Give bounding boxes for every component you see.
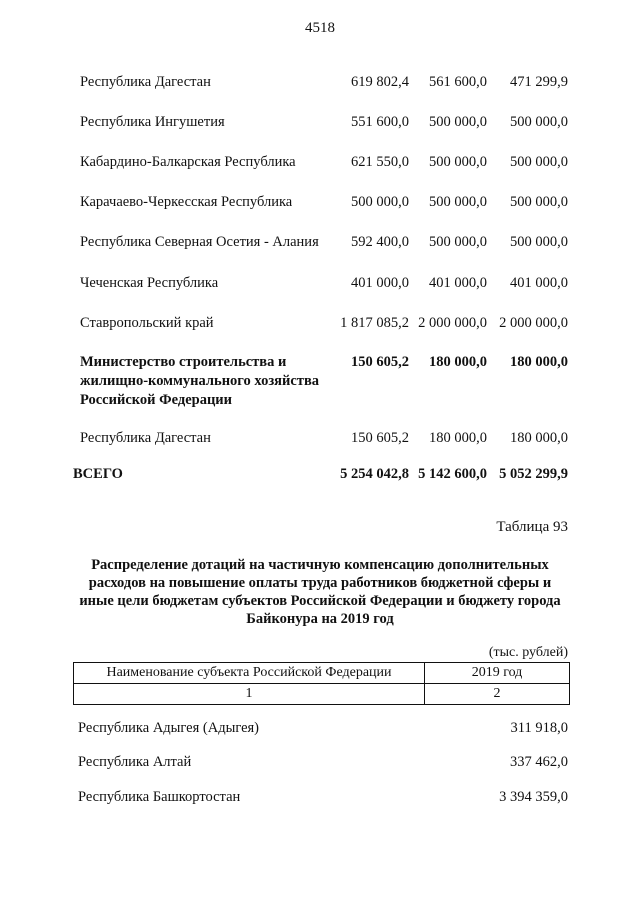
table-heading: Распределение дотаций на частичную компенсацию дополнительных расходов на повышение оплаты труда работников бюджетной сферы и иные цели бюджетам субъектов Российской Федерации и бюджету города Байконура на 2019 год bbox=[79, 557, 561, 627]
value-col3: 500 000,0 bbox=[510, 194, 568, 210]
page-number: 4518 bbox=[305, 20, 335, 36]
table-label: Таблица 93 bbox=[496, 519, 568, 535]
region-value: 3 394 359,0 bbox=[499, 789, 568, 805]
value-col2: 500 000,0 bbox=[429, 194, 487, 210]
units-note: (тыс. рублей) bbox=[488, 645, 568, 660]
region-name: Чеченская Республика bbox=[80, 275, 219, 291]
value-col3: 180 000,0 bbox=[510, 430, 568, 446]
value-col3: 401 000,0 bbox=[510, 275, 568, 291]
value-col3: 180 000,0 bbox=[510, 354, 568, 370]
region-name: Ставропольский край bbox=[80, 315, 214, 331]
value-col3: 500 000,0 bbox=[510, 234, 568, 250]
value-col1: 551 600,0 bbox=[351, 114, 409, 130]
region-value: 337 462,0 bbox=[510, 754, 568, 770]
value-col1: 621 550,0 bbox=[351, 154, 409, 170]
value-col3: 5 052 299,9 bbox=[499, 466, 568, 482]
value-col2: 5 142 600,0 bbox=[418, 466, 487, 482]
value-col3: 500 000,0 bbox=[510, 154, 568, 170]
region-name: Республика Алтай bbox=[78, 754, 192, 770]
value-col2: 180 000,0 bbox=[429, 430, 487, 446]
value-col2: 180 000,0 bbox=[429, 354, 487, 370]
value-col1: 619 802,4 bbox=[351, 74, 409, 90]
value-col2: 500 000,0 bbox=[429, 114, 487, 130]
total-label: ВСЕГО bbox=[73, 466, 123, 482]
value-col1: 1 817 085,2 bbox=[340, 315, 409, 331]
value-col1: 500 000,0 bbox=[351, 194, 409, 210]
region-name: Республика Дагестан bbox=[80, 430, 211, 446]
header-col-region: Наименование субъекта Российской Федерации bbox=[74, 663, 425, 684]
table-header bbox=[73, 662, 570, 705]
value-col1: 5 254 042,8 bbox=[340, 466, 409, 482]
value-col2: 401 000,0 bbox=[429, 275, 487, 291]
value-col2: 500 000,0 bbox=[429, 234, 487, 250]
value-col3: 471 299,9 bbox=[510, 74, 568, 90]
region-name: Карачаево-Черкесская Республика bbox=[80, 194, 293, 210]
value-col3: 500 000,0 bbox=[510, 114, 568, 130]
value-col3: 2 000 000,0 bbox=[499, 315, 568, 331]
value-col2: 500 000,0 bbox=[429, 154, 487, 170]
ministry-name: Министерство строительства и жилищно-коммунального хозяйства Российской Федерации bbox=[80, 354, 320, 408]
region-value: 311 918,0 bbox=[510, 720, 568, 736]
region-name: Республика Ингушетия bbox=[80, 114, 225, 130]
value-col1: 150 605,2 bbox=[351, 430, 409, 446]
header-col-year: 2019 год bbox=[425, 663, 570, 684]
region-name: Республика Адыгея (Адыгея) bbox=[78, 720, 260, 736]
value-col2: 561 600,0 bbox=[429, 74, 487, 90]
region-name: Республика Северная Осетия - Алания bbox=[80, 234, 319, 250]
value-col1: 401 000,0 bbox=[351, 275, 409, 291]
value-col2: 2 000 000,0 bbox=[418, 315, 487, 331]
value-col1: 592 400,0 bbox=[351, 234, 409, 250]
value-col1: 150 605,2 bbox=[351, 354, 409, 370]
region-name: Кабардино-Балкарская Республика bbox=[80, 154, 296, 170]
header-num-2: 2 bbox=[425, 684, 570, 705]
region-name: Республика Башкортостан bbox=[78, 789, 241, 805]
region-name: Республика Дагестан bbox=[80, 74, 211, 90]
header-num-1: 1 bbox=[74, 684, 425, 705]
